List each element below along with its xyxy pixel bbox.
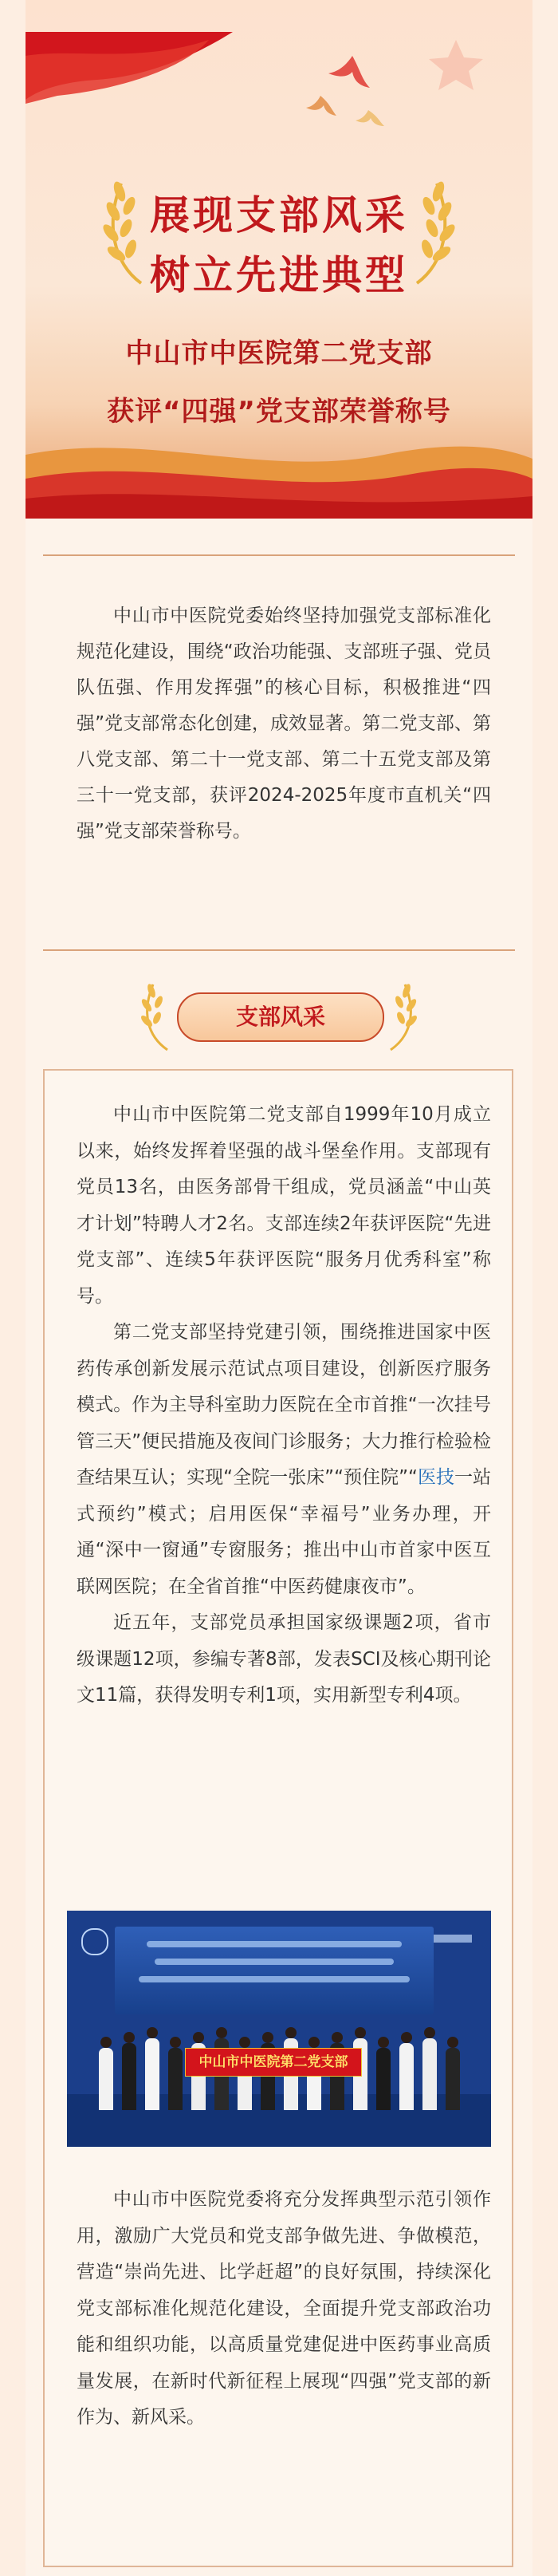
person-head	[285, 2027, 297, 2038]
header-banner	[26, 0, 532, 519]
intro-text: 中山市中医院党委始终坚持加强党支部标准化规范化建设，围绕“政治功能强、支部班子强、党员队伍强、作用发挥强”的核心目标，积极推进“四强”党支部常态化创建，成效显著。第二党支部、第八党支部、第二十一党支部、第二十五党支部及第三十一党支部，获评2024-2025年度市直机关“四强”党支部荣誉称号。	[77, 606, 491, 842]
paragraph-research: 近五年，支部党员承担国家级课题2项，省市级课题12项，参编专著8部，发表SCI及核心期刊论文11篇，获得发明专利1项，实用新型专利4项。	[77, 1612, 491, 1706]
person-head	[216, 2027, 227, 2038]
person-head	[100, 2037, 112, 2048]
paragraph-innovation-b: 一站式预约”模式；启用医保“幸福号”业务办理，开通“深中一窗通”专窗服务；推出中山市首家中医互联网医院；在全省首推“中医药健康夜市”。	[77, 1467, 492, 1597]
person-head	[124, 2032, 135, 2043]
divider-top	[43, 554, 515, 556]
person-figure	[399, 2043, 414, 2110]
banner-title-line2: 树立先进典型	[150, 252, 408, 298]
paragraph-innovation	[77, 1315, 491, 1605]
person-figure	[122, 2043, 136, 2110]
wheat-icon	[384, 980, 422, 1051]
person-figure	[99, 2048, 113, 2110]
person-head	[332, 2032, 343, 2043]
person-figure	[376, 2048, 391, 2110]
hospital-logo-icon	[81, 1928, 108, 1955]
person-head	[401, 2032, 412, 2043]
person-figure	[168, 2048, 183, 2110]
intro-paragraph	[77, 598, 491, 850]
paragraph-innovation-a: 第二党支部坚持党建引领，围绕推进国家中医药传承创新发展示范试点项目建设，创新医疗服务模式。作为主导科室助力医院在全市首推“一次挂号管三天”便民措施及夜间门诊服务；大力推行检验检查结果互认；实现“全院一张床”“预住院”“	[77, 1322, 491, 1488]
content-section-2	[77, 2182, 491, 2436]
paragraph-history: 中山市中医院第二党支部自1999年10月成立以来，始终发挥着坚强的战斗堡垒作用。支部现有党员13名，由医务部骨干组成，党员涵盖“中山英才计划”特聘人才2名。支部连续2年获评医院“先进党支部”、连续5年获评医院“服务月优秀科室”称号。	[77, 1104, 491, 1307]
banner-wave	[26, 423, 532, 519]
content-section-1	[77, 1097, 491, 1714]
person-head	[147, 2027, 158, 2038]
person-figure	[422, 2038, 437, 2110]
person-head	[308, 2037, 320, 2048]
stage-screen	[115, 1927, 434, 2014]
paragraph-conclusion: 中山市中医院党委将充分发挥典型示范引领作用，激励广大党员和党支部争做先进、争做模范，营造“崇尚先进、比学赶超”的良好氛围，持续深化党支部标准化规范化建设，全面提升党支部政治功能和组织功能，以高质量党建促进中医药事业高质量发展，在新时代新征程上展现“四强”党支部的新作为、新风采。	[77, 2189, 491, 2428]
banner-subtitle-line2: 获评“四强”党支部荣誉称号	[107, 396, 451, 428]
person-head	[193, 2032, 204, 2043]
group-photo	[67, 1911, 491, 2147]
section-header	[26, 980, 532, 1051]
divider-bottom	[43, 949, 515, 951]
person-head	[424, 2027, 435, 2038]
person-head	[239, 2037, 250, 2048]
banner-subtitle-line1: 中山市中医院第二党支部	[125, 337, 433, 369]
wheat-icon	[136, 980, 174, 1051]
section-title: 支部风采	[177, 992, 384, 1042]
photo-banner: 中山市中医院第二党支部	[185, 2048, 362, 2077]
person-figure	[145, 2038, 159, 2110]
article-page	[26, 0, 532, 2576]
flag-icon	[26, 32, 532, 128]
person-head	[378, 2037, 389, 2048]
person-figure	[446, 2048, 460, 2110]
person-head	[355, 2027, 366, 2038]
person-head	[170, 2037, 181, 2048]
banner-title-line1: 展现支部风采	[150, 192, 408, 239]
person-head	[262, 2032, 273, 2043]
person-head	[447, 2037, 458, 2048]
medical-tech-link[interactable]: 医技	[417, 1467, 454, 1488]
dove-icon	[305, 48, 392, 136]
